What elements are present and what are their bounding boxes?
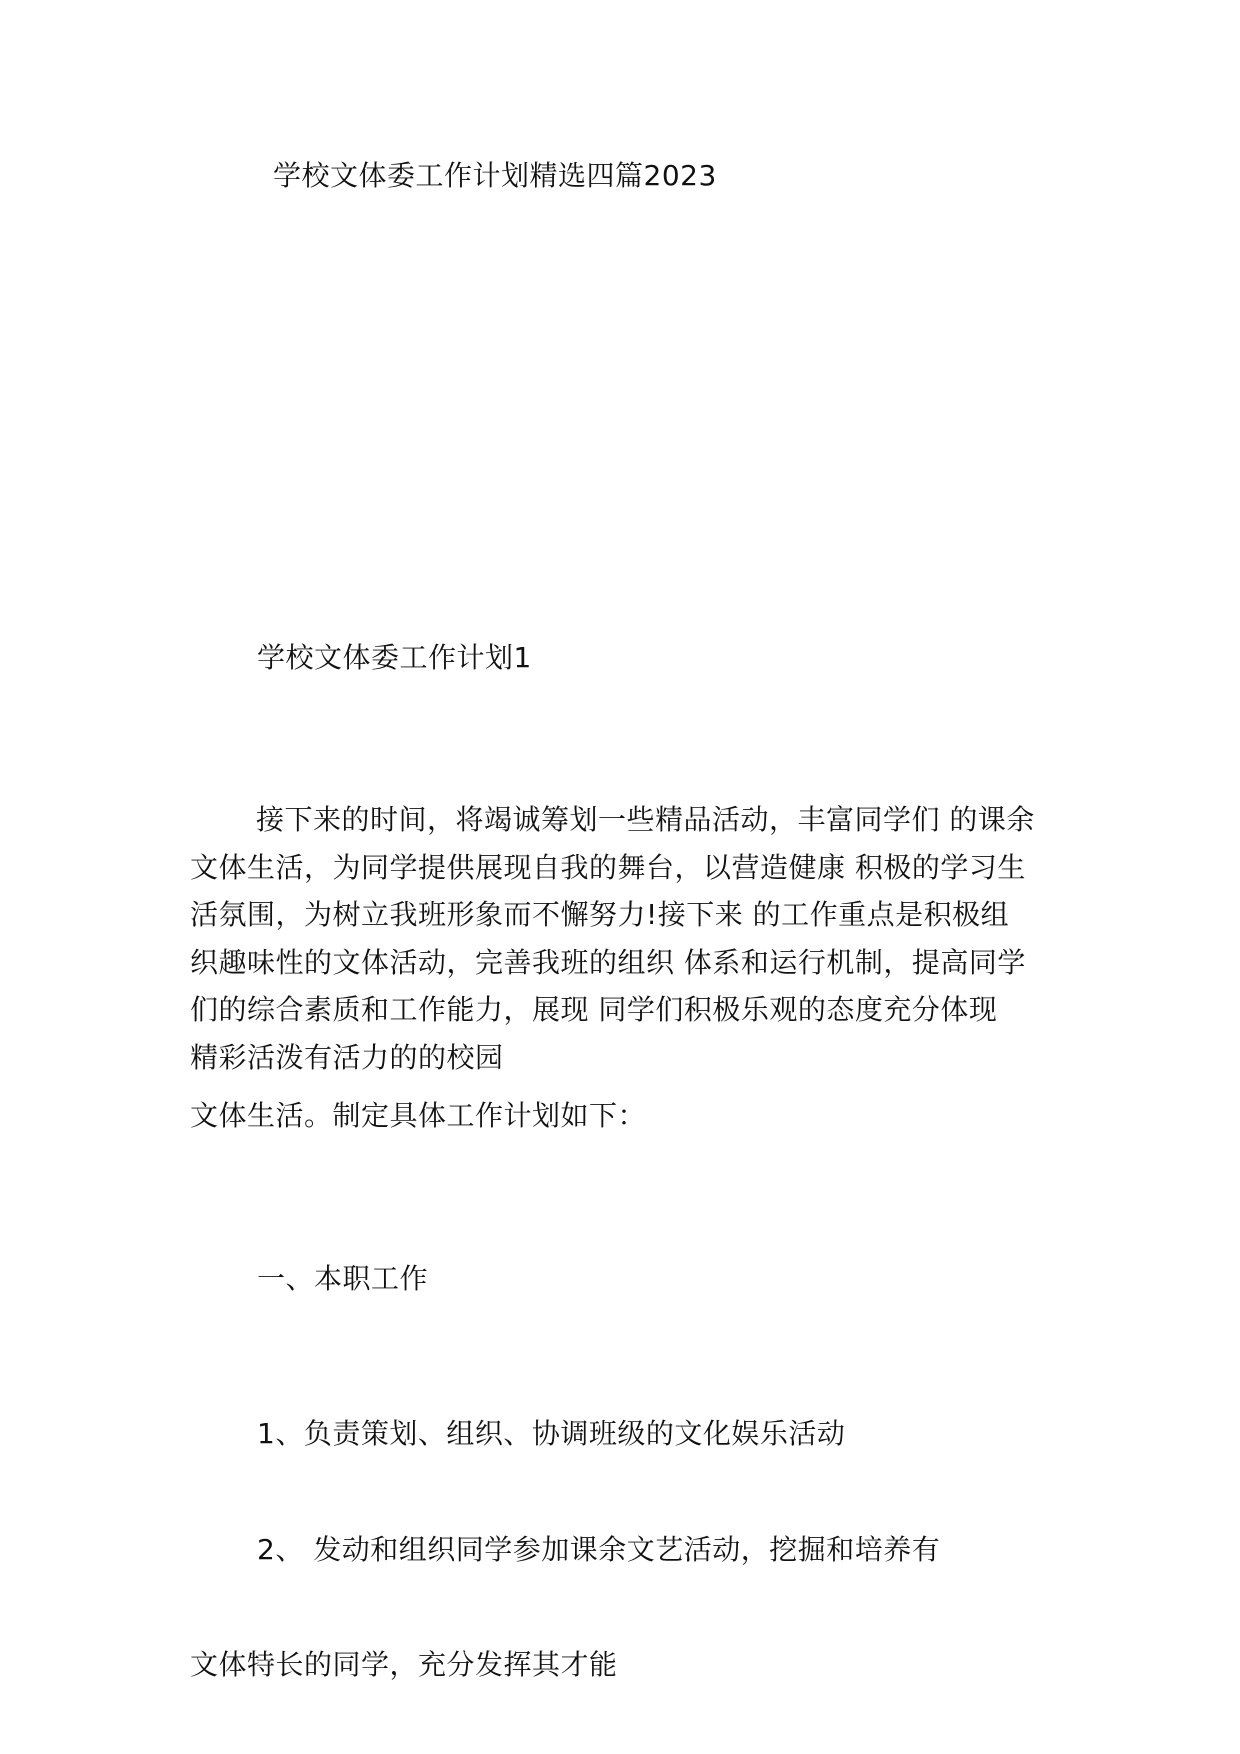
- paragraph-line: 活氛围，为树立我班形象而不懈努力!接下来 的工作重点是积极组: [190, 898, 1010, 931]
- list-item-1: 1、负责策划、组织、协调班级的文化娱乐活动: [257, 1417, 846, 1450]
- list-item-2-continuation: 文体特长的同学，充分发挥其才能: [190, 1648, 618, 1681]
- paragraph-line: 精彩活泼有活力的的校园: [190, 1040, 504, 1074]
- paragraph-line: 们的综合素质和工作能力，展现 同学们积极乐观的态度充分体现: [190, 993, 998, 1026]
- paragraph-line: 接下来的时间，将竭诚筹划一些精品活动，丰富同学们 的课余: [256, 803, 1035, 836]
- document-title: 学校文体委工作计划精选四篇2023: [273, 159, 717, 192]
- paragraph-line: 文体生活，为同学提供展现自我的舞台，以营造健康 积极的学习生: [190, 850, 1026, 884]
- paragraph-line: 织趣味性的文体活动，完善我班的组织 体系和运行机制，提高同学: [190, 945, 1026, 979]
- list-item-2: 2、 发动和组织同学参加课余文艺活动，挖掘和培养有: [257, 1533, 941, 1566]
- intro-paragraph: [190, 796, 1070, 1081]
- section-heading-plan-1: 学校文体委工作计划1: [257, 641, 532, 674]
- section-heading-duties: 一、本职工作: [257, 1262, 429, 1295]
- plan-intro-line: 文体生活。制定具体工作计划如下：: [190, 1099, 647, 1132]
